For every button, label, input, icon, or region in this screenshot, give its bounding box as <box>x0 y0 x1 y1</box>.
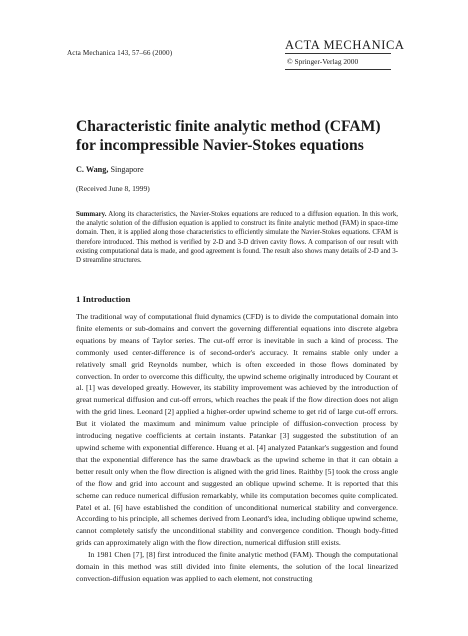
received-date: (Received June 8, 1999) <box>76 184 150 193</box>
paragraph-1: The traditional way of computational fluid dynamics (CFD) is to divide the computational domain into finite elements or sub-domains and convert the governing differential equations into discrete algebra equations by means of Taylor series. The cut-off error is inevitable in such a kind of process. The commonly used center-difference is of second-order's accuracy. It remains stable only under a relatively small grid Reynolds number, which is often exceeded in those flows dominated by convection. In order to overcome this difficulty, the upwind scheme originally introduced by Courant et al. [1] was developed greatly. However, its stability improvement was achieved by the introduction of great numerical diffusion and cut-off errors, which reaches the peak if the flow direction does not align with the grid lines. Leonard [2] applied a higher-order upwind scheme to get rid of large cut-off errors. But it violated the maximum and minimum value principle of diffusion-convection process by introducing negative coefficients at certain instants. Patankar [3] suggested the substitution of an upwind scheme with exponential difference. Huang et al. [4] analyzed Patankar's suggestion and found that the exponential difference has the same drawback as the upwind scheme in that it can obtain a better result only when the flow direction is aligned with the grid lines. Raithby [5] took the cross angle of the flow and grid into account and suggested an oblique upwind scheme. It is reported that this scheme can reduce numerical diffusion remarkably, while its computation becomes quite complicated. Patel et al. [6] have established the condition of unconditional numerical stability and convergence. According to his principle, all schemes derived from Leonard's idea, including oblique upwind scheme, cannot completely satisfy the unconditional stability and convergence condition. Though body-fitted grids can approximately align with the flow direction, numerical diffusion still exists. <box>76 312 398 548</box>
title-line-2: for incompressible Navier-Stokes equations <box>76 137 364 154</box>
author-name: C. Wang, <box>76 165 109 174</box>
abstract-label: Summary. <box>76 211 107 218</box>
author-line <box>76 165 144 174</box>
section-heading: 1 Introduction <box>76 294 131 304</box>
header-rule-bottom <box>285 69 391 70</box>
title-line-1: Characteristic finite analytic method (CFAM) <box>76 118 381 135</box>
section-body <box>76 311 398 585</box>
journal-name: ACTA MECHANICA <box>285 38 405 52</box>
abstract-text: Along its characteristics, the Navier-Stokes equations are reduced to a diffusion equation. In this work, the analytic solution of the diffusion equation is applied to construct its finite analytic method (FAM) in space-time domain. Then, it is applied along those characteristics to efficiently simulate the Navier-Stokes equations. CFAM is therefore introduced. This method is verified by 2-D and 3-D driven cavity flows. A comparison of our result with existing computational data is made, and good agreement is found. The result also shows many details of 2-D and 3-D streamline structures. <box>76 211 399 265</box>
paper-title <box>76 117 406 155</box>
abstract <box>76 210 398 265</box>
journal-citation: Acta Mechanica 143, 57–66 (2000) <box>67 49 173 57</box>
copyright-notice: © Springer-Verlag 2000 <box>287 57 359 66</box>
author-affiliation: Singapore <box>110 165 144 174</box>
header-rule-top <box>285 53 391 54</box>
paragraph-2: In 1981 Chen [7], [8] first introduced the finite analytic method (FAM). Though the computational domain in this method was still divided into finite elements, the solution of the local linearized convection-diffusion equation was applied to each element, not constructing <box>76 550 398 583</box>
